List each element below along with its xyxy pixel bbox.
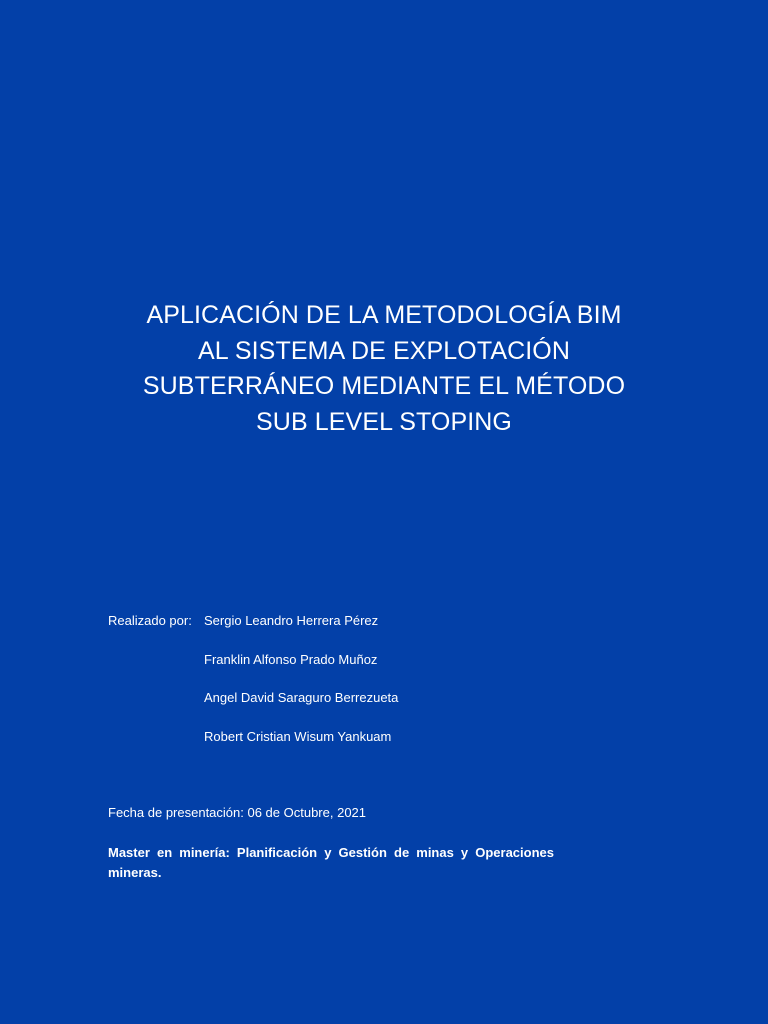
program-name: Master en minería: Planificación y Gestión de minas y Operaciones mineras. <box>108 845 554 880</box>
author-row <box>108 651 608 690</box>
document-title <box>84 298 684 440</box>
author-name: Robert Cristian Wisum Yankuam <box>204 728 392 744</box>
author-row <box>108 689 608 728</box>
author-name: Franklin Alfonso Prado Muñoz <box>204 651 378 667</box>
title-line-4: SUB LEVEL STOPING <box>256 407 512 436</box>
title-line-1: APLICACIÓN DE LA METODOLOGÍA BIM <box>146 301 622 329</box>
title-line-2: AL SISTEMA DE EXPLOTACIÓN <box>197 336 571 365</box>
authors-block <box>108 612 608 766</box>
author-row <box>108 728 608 767</box>
authors-label: Realizado por: <box>108 613 192 628</box>
author-name: Sergio Leandro Herrera Pérez <box>204 613 379 628</box>
presentation-date: Fecha de presentación: 06 de Octubre, 2021 <box>108 805 367 820</box>
title-line-3: SUBTERRÁNEO MEDIANTE EL MÉTODO <box>142 372 626 400</box>
author-row <box>108 612 608 651</box>
author-name: Angel David Saraguro Berrezueta <box>204 690 399 705</box>
